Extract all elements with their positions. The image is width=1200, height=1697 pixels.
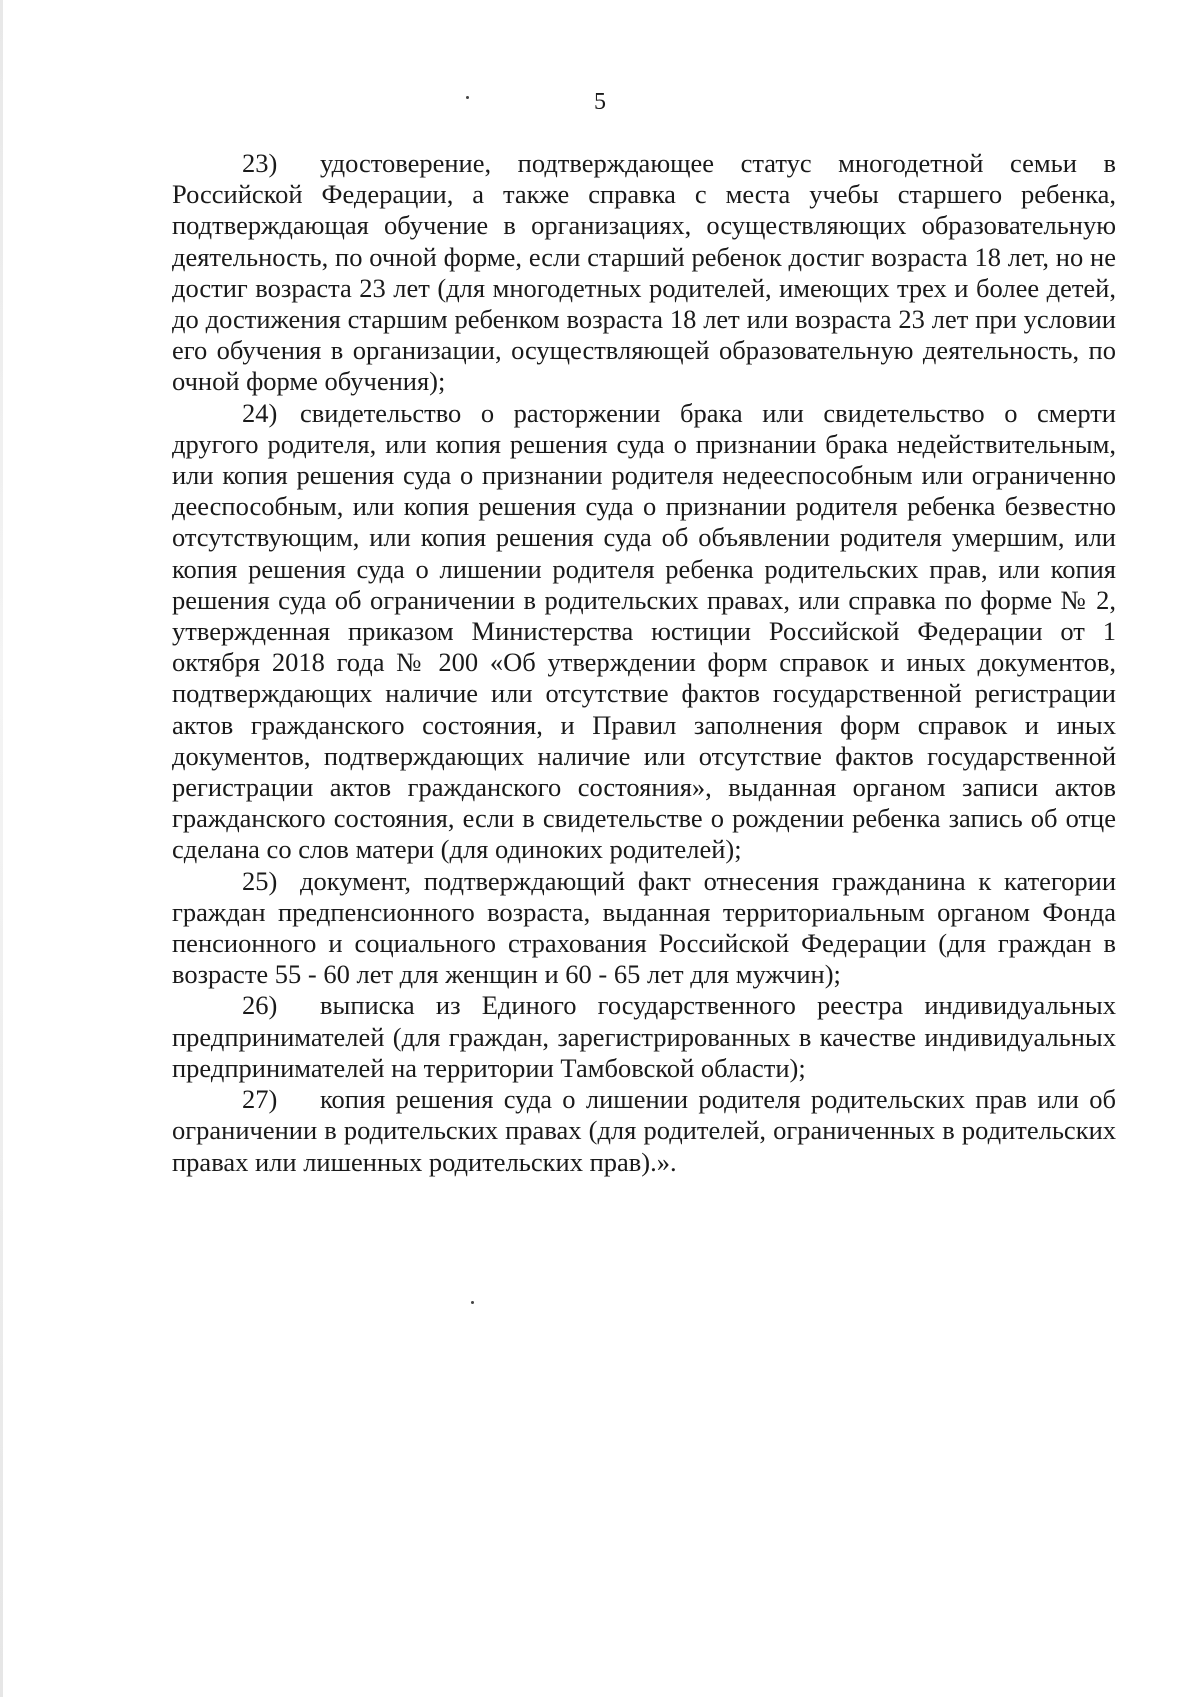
item-number: 24) xyxy=(242,397,278,428)
item-number: 25) xyxy=(242,865,278,896)
item-number: 27) xyxy=(242,1084,278,1115)
document-body xyxy=(172,148,1116,1178)
item-text: копия решения суда о лишении родителя родительских прав или об ограничении в родительских правах (для родителей, ограниченных в родительских правах или лишенных родительских прав).». xyxy=(172,1084,1116,1177)
list-item-27 xyxy=(172,1084,1116,1178)
item-text: выписка из Единого государственного реестра индивидуальных предпринимателей (для граждан, зарегистрированных в качестве индивидуальных предпринимателей на территории Тамбовской области); xyxy=(172,990,1116,1083)
scan-speck xyxy=(466,96,469,99)
scan-speck xyxy=(471,1301,474,1304)
page-number: 5 xyxy=(594,89,606,115)
scan-edge-shadow xyxy=(0,0,3,1697)
item-number: 26) xyxy=(242,990,278,1021)
item-text: свидетельство о расторжении брака или свидетельство о смерти другого родителя, или копия решения суда о признании брака недействительным, или копия решения суда о признании родителя недееспособным или ограниченно дееспособным, или копия решения суда о признании родителя ребенка безвестно отсутствующим, или копия решения суда об объявлении родителя умершим, или копия решения суда о лишении родителя ребенка родительских прав, или копия решения суда об ограничении в родительских правах, или справка по форме № 2, утвержденная приказом Министерства юстиции Российской Федерации от 1 октября 2018 года № 200 «Об утверждении форм справок и иных документов, подтверждающих наличие или отсутствие фактов государственной регистрации актов гражданского состояния, и Правил заполнения форм справок и иных документов, подтверждающих наличие или отсутствие фактов государственной регистрации актов гражданского состояния», выданная органом записи актов гражданского состояния, если в свидетельстве о рождении ребенка запись об отце сделана со слов матери (для одиноких родителей); xyxy=(172,397,1116,865)
item-text: документ, подтверждающий факт отнесения гражданина к категории граждан предпенсионного возраста, выданная территориальным органом Фонда пенсионного и социального страхования Российской Федерации (для граждан в возрасте 55 - 60 лет для женщин и 60 - 65 лет для мужчин); xyxy=(172,865,1116,990)
list-item-23 xyxy=(172,148,1116,398)
item-text: удостоверение, подтверждающее статус многодетной семьи в Российской Федерации, а также справка с места учебы старшего ребенка, подтверждающая обучение в организациях, осуществляющих образовательную деятельность, по очной форме, если старший ребенок достиг возраста 18 лет, но не достиг возраста 23 лет (для многодетных родителей, имеющих трех и более детей, до достижения старшим ребенком возраста 18 лет или возраста 23 лет при условии его обучения в организации, осуществляющей образовательную деятельность, по очной форме обучения); xyxy=(172,148,1116,397)
list-item-26 xyxy=(172,990,1116,1084)
item-number: 23) xyxy=(242,148,278,178)
list-item-25 xyxy=(172,866,1116,991)
list-item-24 xyxy=(172,398,1116,866)
